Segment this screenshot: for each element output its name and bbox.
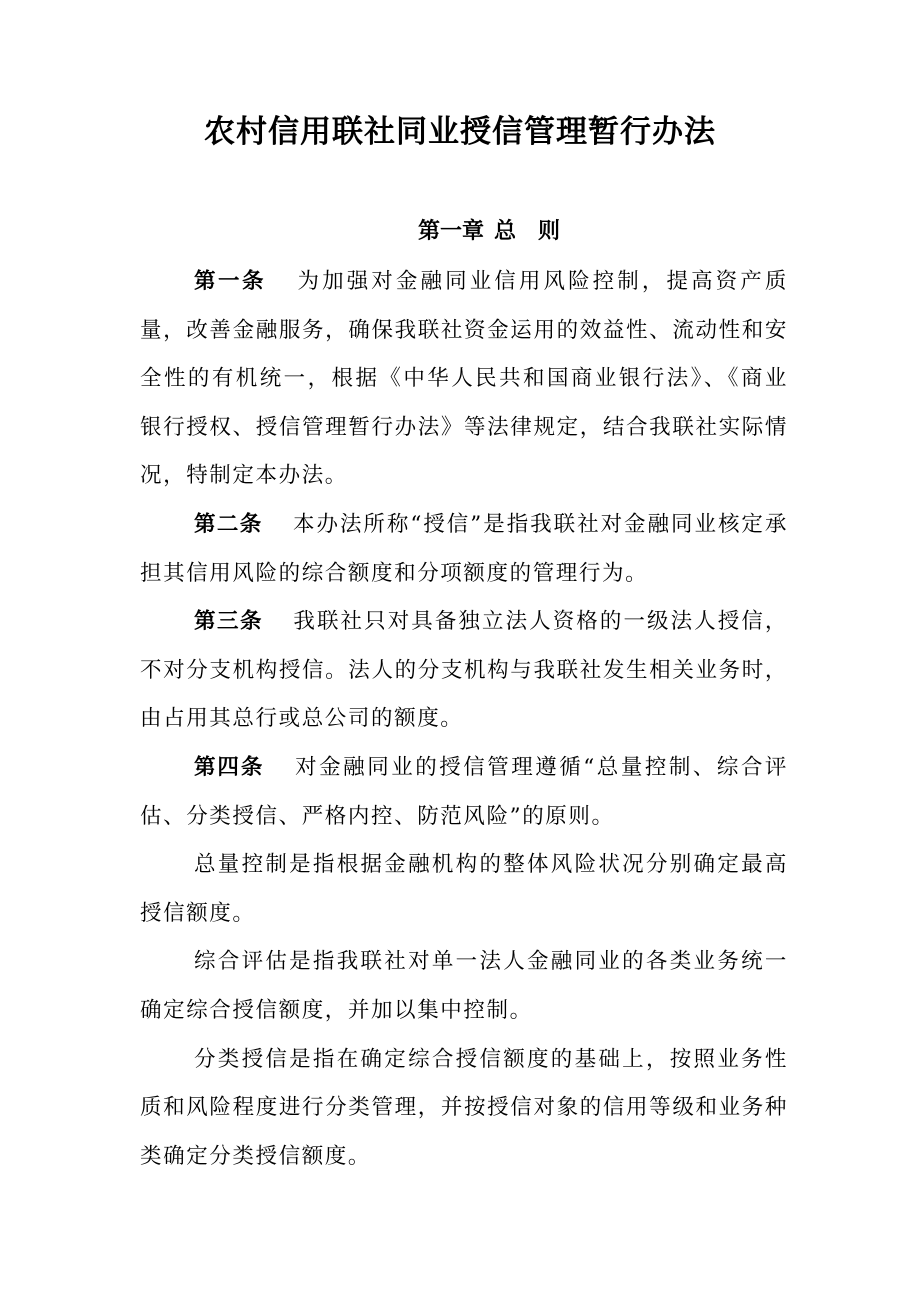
- document-body: [140, 258, 788, 1181]
- document-title: 农村信用联社同业授信管理暂行办法: [204, 114, 716, 150]
- article-number: 第二条: [194, 511, 263, 537]
- article-2: [140, 501, 788, 598]
- article-text: 对金融同业的授信管理遵循“总量控制、综合评估、分类授信、严格内控、防范风险”的原则。: [140, 754, 788, 829]
- chapter-name-part1: 总: [493, 219, 516, 244]
- article-text: 本办法所称“授信”是指我联社对金融同业核定承担其信用风险的综合额度和分项额度的管理行为。: [140, 511, 788, 586]
- paragraph-classified-credit: 分类授信是指在确定综合授信额度的基础上，按照业务性质和风险程度进行分类管理，并按授信对象的信用等级和业务种类确定分类授信额度。: [140, 1046, 788, 1169]
- chapter-heading: [0, 212, 920, 252]
- paragraph-total-control: 总量控制是指根据金融机构的整体风险状况分别确定最高授信额度。: [140, 852, 788, 926]
- chapter-number: 第一章: [417, 219, 484, 244]
- article-4: [140, 744, 788, 841]
- article-number: 第四条: [194, 754, 265, 780]
- article-3: [140, 598, 788, 744]
- article-number: 第三条: [194, 609, 263, 635]
- chapter-name-part2: 则: [538, 219, 561, 244]
- article-number: 第一条: [194, 269, 266, 294]
- article-1: [140, 258, 788, 501]
- article-text: 为加强对金融同业信用风险控制，提高资产质量，改善金融服务，确保我联社资金运用的效益性、流动性和安全性的有机统一，根据《中华人民共和国商业银行法》、《商业银行授权、授信管理暂行办法》等法律规定，结合我联社实际情况，特制定本办法。: [140, 269, 788, 489]
- article-text: 我联社只对具备独立法人资格的一级法人授信，不对分支机构授信。法人的分支机构与我联社发生相关业务时，由占用其总行或总公司的额度。: [140, 609, 788, 732]
- paragraph-comprehensive-evaluation: 综合评估是指我联社对单一法人金融同业的各类业务统一确定综合授信额度，并加以集中控制。: [140, 949, 788, 1023]
